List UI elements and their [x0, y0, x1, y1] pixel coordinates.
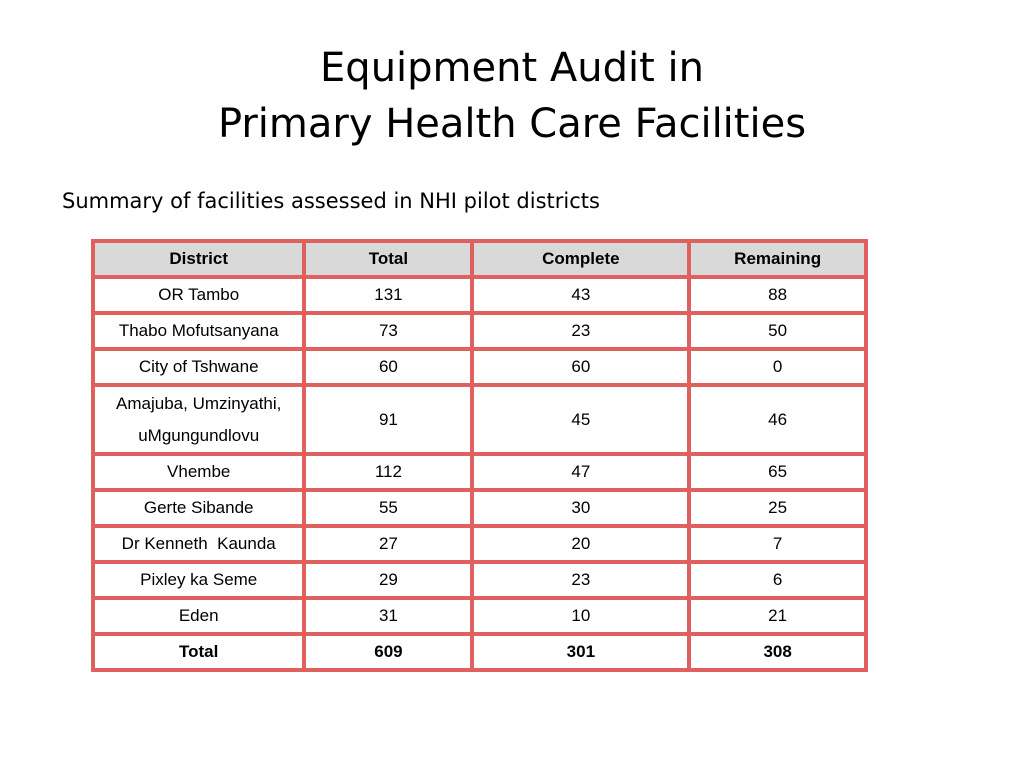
cell-complete: 23 — [472, 562, 689, 598]
cell-remaining: 21 — [689, 598, 866, 634]
title-line-2: Primary Health Care Facilities — [217, 101, 807, 147]
cell-complete: 60 — [472, 349, 689, 385]
cell-remaining: 0 — [689, 349, 866, 385]
table-row — [93, 598, 866, 634]
cell-remaining: 46 — [689, 385, 866, 454]
title-line-1: Equipment Audit in — [320, 45, 704, 91]
cell-district: Dr Kenneth Kaunda — [93, 526, 304, 562]
table-row — [93, 562, 866, 598]
page-title — [0, 40, 1024, 152]
cell-total: 27 — [304, 526, 472, 562]
cell-complete: 45 — [472, 385, 689, 454]
cell-complete: 20 — [472, 526, 689, 562]
cell-district: Amajuba, Umzinyathi, uMgungundlovu — [93, 385, 304, 454]
cell-total: 131 — [304, 277, 472, 313]
cell-complete: 23 — [472, 313, 689, 349]
cell-complete: 30 — [472, 490, 689, 526]
table-row — [93, 490, 866, 526]
complete-sum: 301 — [472, 634, 689, 670]
cell-district: OR Tambo — [93, 277, 304, 313]
cell-total: 112 — [304, 454, 472, 490]
cell-remaining: 88 — [689, 277, 866, 313]
cell-remaining: 25 — [689, 490, 866, 526]
column-header-complete: Complete — [472, 241, 689, 277]
cell-complete: 43 — [472, 277, 689, 313]
facility-audit-table — [91, 239, 868, 672]
table-row — [93, 454, 866, 490]
cell-district: Eden — [93, 598, 304, 634]
cell-total: 29 — [304, 562, 472, 598]
cell-complete: 10 — [472, 598, 689, 634]
cell-district: Pixley ka Seme — [93, 562, 304, 598]
cell-remaining: 6 — [689, 562, 866, 598]
cell-district: Thabo Mofutsanyana — [93, 313, 304, 349]
table-row — [93, 277, 866, 313]
cell-total: 60 — [304, 349, 472, 385]
column-header-district: District — [93, 241, 304, 277]
cell-total: 31 — [304, 598, 472, 634]
cell-total: 55 — [304, 490, 472, 526]
column-header-total: Total — [304, 241, 472, 277]
cell-total: 91 — [304, 385, 472, 454]
cell-remaining: 65 — [689, 454, 866, 490]
table-total-row — [93, 634, 866, 670]
table-row — [93, 385, 866, 454]
total-sum: 609 — [304, 634, 472, 670]
cell-district: Vhembe — [93, 454, 304, 490]
total-label: Total — [93, 634, 304, 670]
table-header-row — [93, 241, 866, 277]
cell-total: 73 — [304, 313, 472, 349]
table-caption: Summary of facilities assessed in NHI pilot districts — [62, 189, 600, 213]
table-row — [93, 526, 866, 562]
cell-complete: 47 — [472, 454, 689, 490]
remaining-sum: 308 — [689, 634, 866, 670]
cell-district: City of Tshwane — [93, 349, 304, 385]
column-header-remaining: Remaining — [689, 241, 866, 277]
cell-remaining: 7 — [689, 526, 866, 562]
cell-remaining: 50 — [689, 313, 866, 349]
cell-district: Gerte Sibande — [93, 490, 304, 526]
table-row — [93, 313, 866, 349]
table-row — [93, 349, 866, 385]
